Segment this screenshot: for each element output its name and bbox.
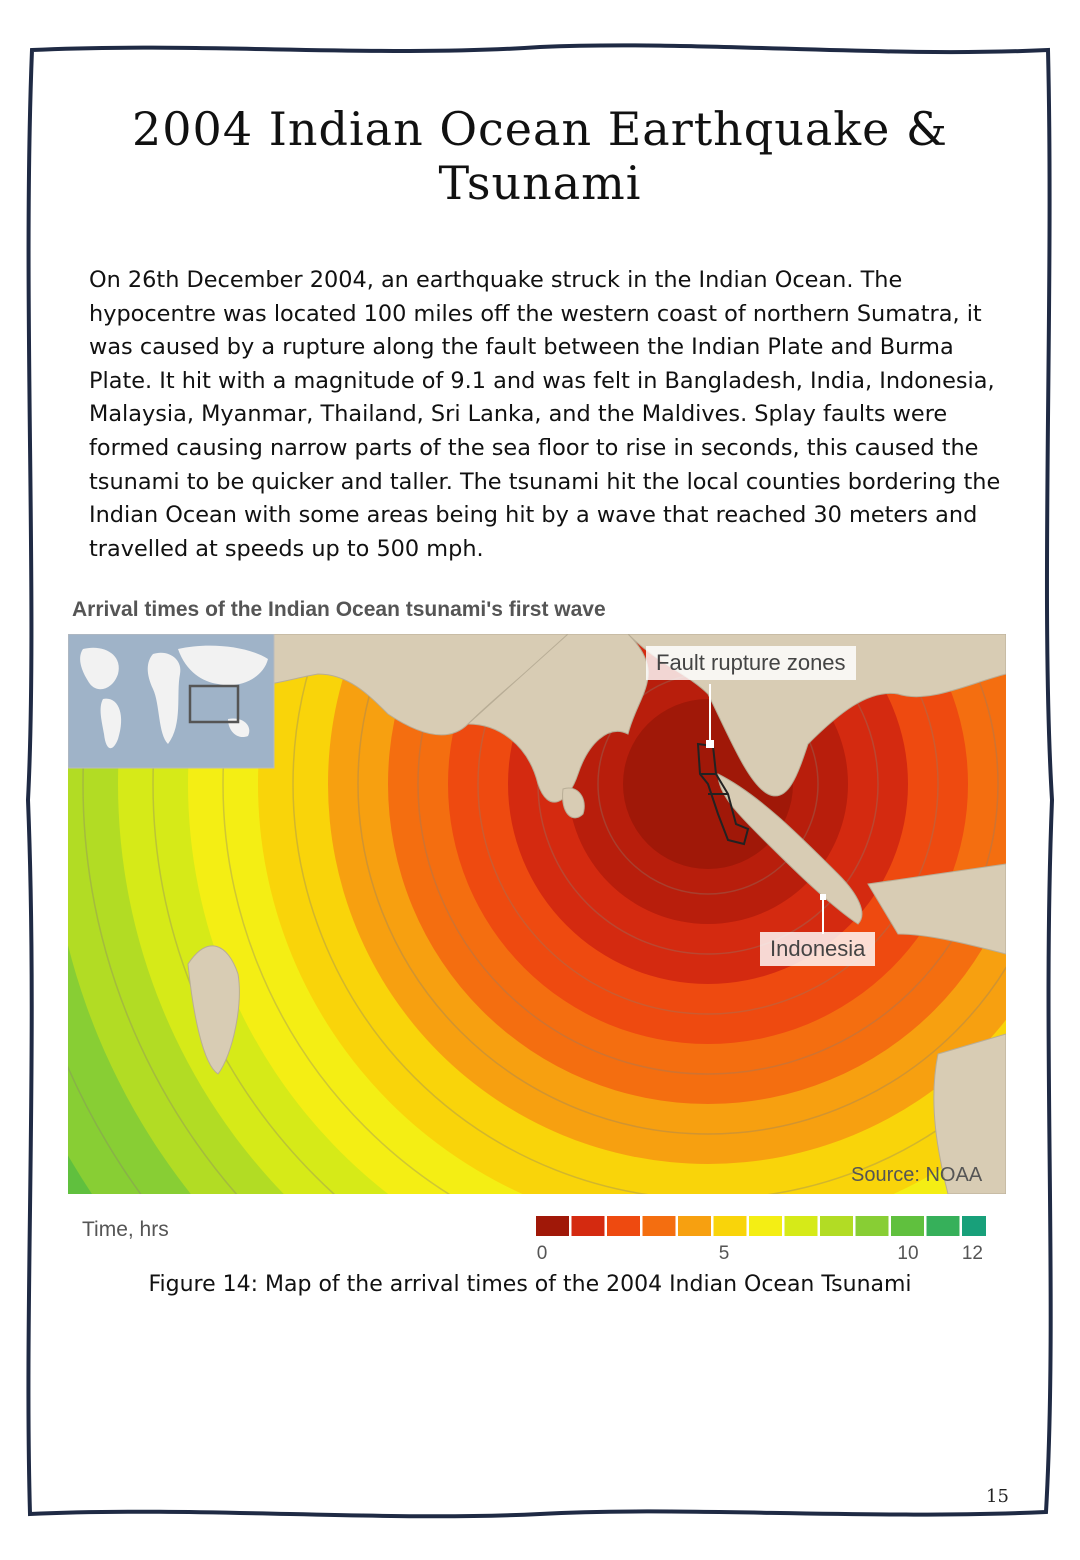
legend-tick: 10 bbox=[897, 1243, 919, 1264]
legend-tick: 12 bbox=[961, 1243, 983, 1264]
legend-swatch bbox=[536, 1216, 569, 1236]
legend-swatch bbox=[572, 1216, 605, 1236]
indonesia-label: Indonesia bbox=[760, 932, 875, 966]
legend-swatch bbox=[607, 1216, 640, 1236]
legend-swatch bbox=[820, 1216, 853, 1236]
legend-swatch bbox=[714, 1216, 747, 1236]
legend-swatch bbox=[749, 1216, 782, 1236]
legend-swatch bbox=[962, 1216, 986, 1236]
body-paragraph: On 26th December 2004, an earthquake struck in the Indian Ocean. The hypocentre was located 100 miles off the western coast of northern Sumatra, it was caused by a rupture along the fault between the Indian Plate and Burma Plate. It hit with a magnitude of 9.1 and was felt in Bangladesh, India, Indonesia, Malaysia, Myanmar, Thailand, Sri Lanka, and the Maldives. Splay faults were formed causing narrow parts of the sea floor to rise in seconds, this caused the tsunami to be quicker and taller. The tsunami hit the local counties bordering the Indian Ocean with some areas being hit by a wave that reached 30 meters and travelled at speeds up to 500 mph. bbox=[89, 267, 1001, 562]
time-legend bbox=[536, 1212, 986, 1272]
legend-swatch bbox=[891, 1216, 924, 1236]
tsunami-arrival-map bbox=[68, 634, 1006, 1194]
page-title: 2004 Indian Ocean Earthquake & Tsunami bbox=[132, 102, 948, 210]
legend-swatch bbox=[643, 1216, 676, 1236]
page-number: 15 bbox=[986, 1486, 1009, 1507]
legend-swatch bbox=[927, 1216, 960, 1236]
legend-swatch bbox=[678, 1216, 711, 1236]
legend-title: Time, hrs bbox=[82, 1218, 169, 1241]
legend-swatch bbox=[856, 1216, 889, 1236]
map-source: Source: NOAA bbox=[851, 1164, 983, 1186]
fault-rupture-label: Fault rupture zones bbox=[646, 646, 856, 680]
map-heading: Arrival times of the Indian Ocean tsunami's first wave bbox=[72, 598, 606, 621]
figure-caption: Figure 14: Map of the arrival times of the 2004 Indian Ocean Tsunami bbox=[148, 1272, 912, 1297]
legend-tick: 5 bbox=[718, 1243, 730, 1264]
legend-swatch bbox=[785, 1216, 818, 1236]
legend-tick: 0 bbox=[536, 1243, 548, 1264]
